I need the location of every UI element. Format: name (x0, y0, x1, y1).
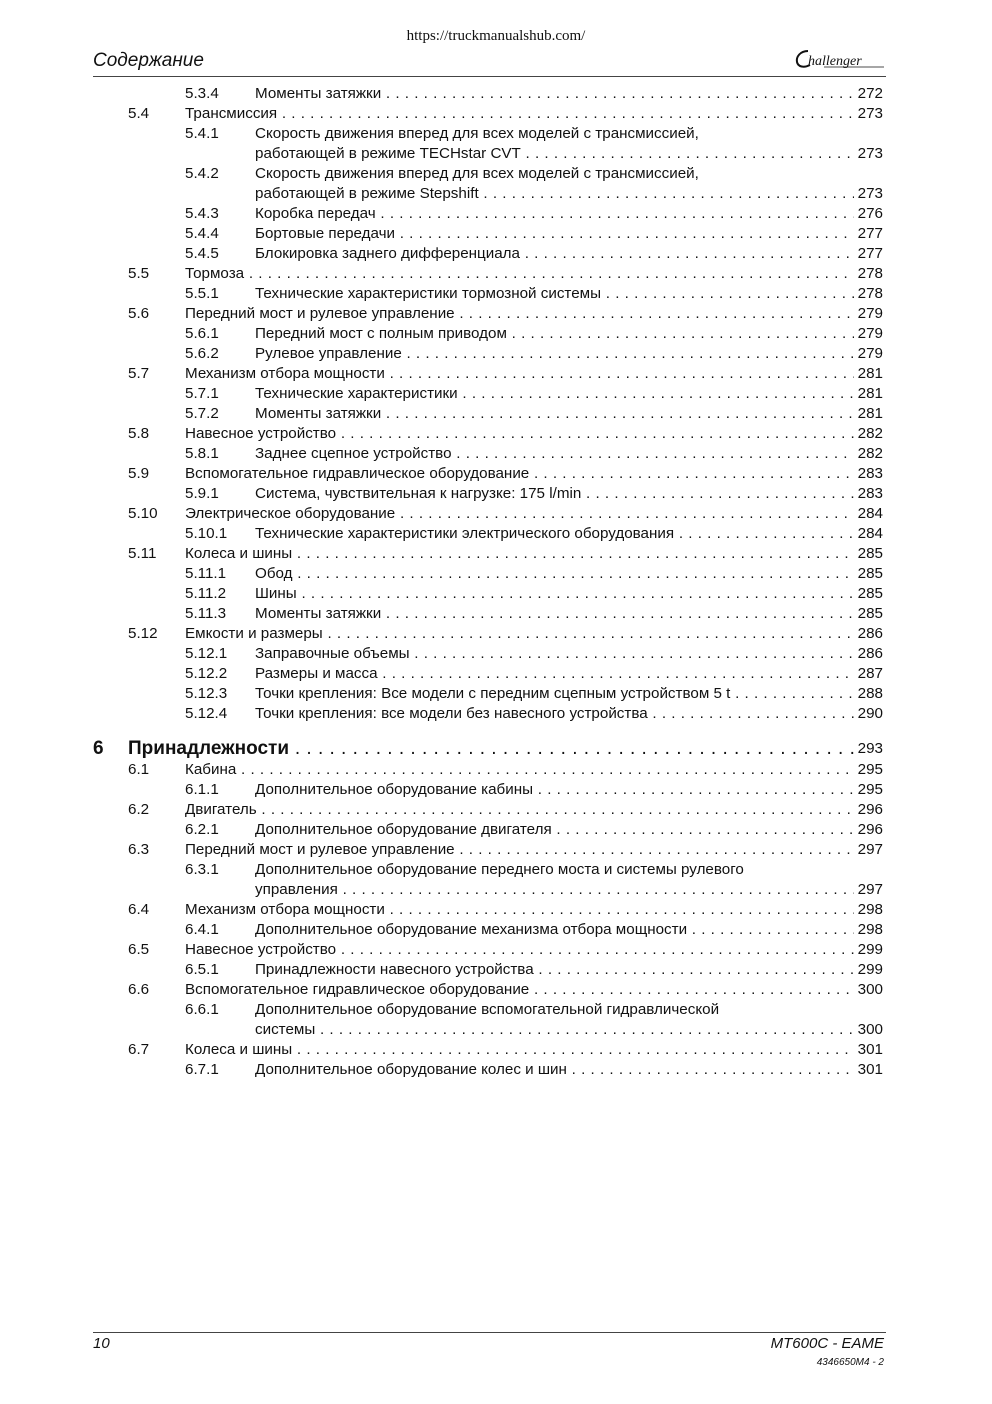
toc-entry-number: 5.4.1 (185, 125, 219, 142)
toc-entry[interactable] (93, 584, 883, 604)
toc-entry-title: Колеса и шины . . . (185, 1041, 883, 1058)
toc-entry-number: 5.12.1 (185, 645, 228, 662)
toc-entry-title: Рулевое управление . . . (255, 345, 883, 362)
toc-entry-page: 295 (854, 760, 883, 780)
toc-entry[interactable] (93, 738, 883, 760)
toc-entry-number: 5.8 (128, 425, 150, 442)
toc-entry-page: 277 (854, 224, 883, 244)
toc-entry[interactable] (93, 1000, 883, 1020)
toc-entry-page: 273 (854, 144, 883, 164)
toc-entry-number: 5.4.3 (185, 205, 219, 222)
toc-entry-title: работающей в режиме TECHstar CVT . . . (255, 145, 883, 162)
table-of-contents (93, 84, 883, 1080)
toc-entry-page: 279 (854, 304, 883, 324)
toc-entry-title: Шины . . . (255, 585, 883, 602)
toc-entry-page: 300 (854, 1020, 883, 1040)
toc-entry-title: Технические характеристики тормозной системы . . . (255, 285, 883, 302)
toc-entry-number: 5.5 (128, 265, 150, 282)
toc-entry-title: Передний мост и рулевое управление . . . (185, 305, 883, 322)
toc-entry-title: Моменты затяжки . . . (255, 85, 883, 102)
toc-entry[interactable] (93, 224, 883, 244)
toc-entry-number: 5.5.1 (185, 285, 219, 302)
toc-entry-title: Размеры и масса . . . (255, 665, 883, 682)
toc-entry[interactable] (93, 940, 883, 960)
header-rule (93, 76, 886, 77)
toc-entry[interactable] (93, 860, 883, 880)
toc-entry-title: работающей в режиме Stepshift . . . (255, 185, 883, 202)
page-number: 10 (93, 1335, 110, 1352)
toc-entry[interactable] (93, 84, 883, 104)
toc-entry[interactable] (93, 820, 883, 840)
toc-entry-title: Технические характеристики электрического оборудования . . . (255, 525, 883, 542)
section-title: Содержание (93, 50, 204, 71)
toc-entry-number: 6.2.1 (185, 821, 219, 838)
toc-entry-number: 5.6 (128, 305, 150, 322)
toc-entry[interactable] (93, 624, 883, 644)
toc-entry-title: Вспомогательное гидравлическое оборудование . . . (185, 465, 883, 482)
toc-entry-page: 293 (854, 738, 883, 760)
toc-entry[interactable] (93, 404, 883, 424)
toc-entry-title: Моменты затяжки . . . (255, 405, 883, 422)
toc-entry-number: 5.7.1 (185, 385, 219, 402)
toc-entry-page: 283 (854, 484, 883, 504)
toc-entry-title: Принадлежности навесного устройства . . . (255, 961, 883, 978)
toc-entry-page: 282 (854, 424, 883, 444)
toc-entry-page: 281 (854, 364, 883, 384)
toc-entry-number: 6.5.1 (185, 961, 219, 978)
toc-entry-number: 5.12.3 (185, 685, 228, 702)
toc-entry-number: 5.8.1 (185, 445, 219, 462)
toc-entry[interactable] (93, 1040, 883, 1060)
toc-entry[interactable] (93, 760, 883, 780)
toc-entry-number: 6.6 (128, 981, 150, 998)
toc-entry-page: 298 (854, 900, 883, 920)
toc-entry-number: 5.11.3 (185, 605, 227, 622)
toc-entry-page: 285 (854, 584, 883, 604)
toc-entry-number: 6.5 (128, 941, 150, 958)
toc-entry-number: 6.6.1 (185, 1001, 219, 1018)
toc-entry[interactable] (93, 304, 883, 324)
toc-entry-title: Механизм отбора мощности . . . (185, 365, 883, 382)
toc-entry[interactable] (93, 124, 883, 144)
toc-entry-number: 5.12 (128, 625, 158, 642)
toc-entry-number: 5.4.5 (185, 245, 219, 262)
toc-entry-title: Технические характеристики . . . (255, 385, 883, 402)
toc-entry-number: 5.3.4 (185, 85, 219, 102)
toc-entry-title: Кабина . . . (185, 761, 883, 778)
toc-entry-page: 279 (854, 344, 883, 364)
model-name: MT600C - EAME (770, 1335, 884, 1352)
toc-entry[interactable] (93, 284, 883, 304)
toc-entry-number: 5.6.1 (185, 325, 219, 342)
toc-entry-number: 5.12.2 (185, 665, 228, 682)
toc-entry-number: 5.11 (128, 545, 157, 562)
toc-entry[interactable] (93, 344, 883, 364)
toc-entry-page: 276 (854, 204, 883, 224)
toc-entry-page: 278 (854, 284, 883, 304)
toc-entry-page: 277 (854, 244, 883, 264)
toc-entry[interactable] (93, 244, 883, 264)
toc-entry-number: 5.4.2 (185, 165, 219, 182)
toc-entry-number: 5.11.1 (185, 565, 227, 582)
toc-entry[interactable] (93, 800, 883, 820)
toc-entry[interactable] (93, 444, 883, 464)
toc-entry-title: управления . . . (255, 881, 883, 898)
source-url[interactable]: https://truckmanualshub.com/ (406, 28, 586, 44)
toc-entry[interactable] (93, 780, 883, 800)
toc-entry[interactable] (93, 484, 883, 504)
toc-entry[interactable] (93, 104, 883, 124)
toc-entry-number: 5.9 (128, 465, 150, 482)
toc-entry-page: 281 (854, 384, 883, 404)
toc-entry-title: Коробка передач . . . (255, 205, 883, 222)
toc-entry-title: Трансмиссия . . . (185, 105, 883, 122)
toc-entry-number: 5.11.2 (185, 585, 227, 602)
toc-entry-title: Дополнительное оборудование колес и шин . . . (255, 1061, 883, 1078)
toc-entry-title: Дополнительное оборудование вспомогательной гидравлической (255, 1001, 723, 1018)
toc-entry-title: Передний мост и рулевое управление . . . (185, 841, 883, 858)
toc-entry-title: Навесное устройство . . . (185, 941, 883, 958)
toc-entry[interactable] (93, 664, 883, 684)
toc-entry-page: 285 (854, 564, 883, 584)
toc-entry-number: 5.9.1 (185, 485, 219, 502)
toc-entry-number: 5.7 (128, 365, 150, 382)
toc-entry-page: 290 (854, 704, 883, 724)
toc-entry-number: 5.4.4 (185, 225, 219, 242)
toc-entry-title: Точки крепления: все модели без навесного устройства . . . (255, 705, 883, 722)
toc-entry[interactable] (93, 644, 883, 664)
toc-entry[interactable] (93, 880, 883, 900)
toc-entry-number: 6.4 (128, 901, 150, 918)
toc-entry-title: Принадлежности . . . (128, 738, 883, 759)
toc-entry-page: 273 (854, 184, 883, 204)
toc-entry[interactable] (93, 184, 883, 204)
toc-entry[interactable] (93, 364, 883, 384)
toc-entry-page: 282 (854, 444, 883, 464)
toc-entry-number: 6.2 (128, 801, 150, 818)
toc-entry-title: Скорость движения вперед для всех моделей с трансмиссией, (255, 165, 703, 182)
toc-entry-title: Система, чувствительная к нагрузке: 175 l/min . . . (255, 485, 883, 502)
toc-entry-title: Точки крепления: Все модели с передним сцепным устройством 5 t . . . (255, 685, 883, 702)
toc-entry-page: 286 (854, 644, 883, 664)
toc-entry-title: системы . . . (255, 1021, 883, 1038)
toc-entry-page: 288 (854, 684, 883, 704)
toc-entry[interactable] (93, 564, 883, 584)
footer-rule (93, 1332, 886, 1333)
toc-entry[interactable] (93, 920, 883, 940)
toc-entry-number: 6.4.1 (185, 921, 219, 938)
toc-entry-title: Дополнительное оборудование переднего моста и системы рулевого (255, 861, 748, 878)
toc-entry-number: 6.1.1 (185, 781, 219, 798)
toc-entry[interactable] (93, 1060, 883, 1080)
toc-entry[interactable] (93, 524, 883, 544)
toc-entry-number: 6.7 (128, 1041, 150, 1058)
toc-entry-title: Колеса и шины . . . (185, 545, 883, 562)
toc-entry-page: 299 (854, 960, 883, 980)
toc-entry[interactable] (93, 980, 883, 1000)
toc-entry-page: 296 (854, 800, 883, 820)
toc-entry-page: 297 (854, 880, 883, 900)
toc-entry-number: 5.12.4 (185, 705, 228, 722)
toc-entry[interactable] (93, 464, 883, 484)
toc-entry[interactable] (93, 900, 883, 920)
toc-entry-page: 284 (854, 504, 883, 524)
toc-entry-page: 298 (854, 920, 883, 940)
toc-entry-number: 5.10.1 (185, 525, 228, 542)
toc-entry-page: 278 (854, 264, 883, 284)
toc-entry-page: 297 (854, 840, 883, 860)
toc-entry-number: 5.6.2 (185, 345, 219, 362)
toc-entry-title: Емкости и размеры . . . (185, 625, 883, 642)
toc-entry[interactable] (93, 144, 883, 164)
toc-entry-title: Вспомогательное гидравлическое оборудование . . . (185, 981, 883, 998)
challenger-logo (794, 47, 888, 73)
toc-entry-page: 279 (854, 324, 883, 344)
toc-entry[interactable] (93, 604, 883, 624)
toc-entry-number: 6 (93, 738, 104, 759)
toc-entry[interactable] (93, 324, 883, 344)
toc-entry-page: 300 (854, 980, 883, 1000)
toc-entry-number: 6.7.1 (185, 1061, 219, 1078)
toc-entry[interactable] (93, 384, 883, 404)
document-code: 4346650M4 - 2 (816, 1357, 884, 1368)
toc-entry-page: 273 (854, 104, 883, 124)
toc-entry-title: Механизм отбора мощности . . . (185, 901, 883, 918)
toc-entry-page: 283 (854, 464, 883, 484)
toc-entry[interactable] (93, 840, 883, 860)
toc-entry-page: 287 (854, 664, 883, 684)
toc-entry-title: Скорость движения вперед для всех моделей с трансмиссией, (255, 125, 703, 142)
toc-entry[interactable] (93, 704, 883, 724)
toc-entry-number: 6.3.1 (185, 861, 219, 878)
toc-entry-number: 5.4 (128, 105, 150, 122)
toc-entry[interactable] (93, 1020, 883, 1040)
toc-entry-title: Моменты затяжки . . . (255, 605, 883, 622)
toc-entry[interactable] (93, 544, 883, 564)
toc-entry-title: Тормоза . . . (185, 265, 883, 282)
toc-entry-number: 5.10 (128, 505, 158, 522)
toc-entry[interactable] (93, 424, 883, 444)
toc-entry-title: Электрическое оборудование . . . (185, 505, 883, 522)
toc-entry[interactable] (93, 684, 883, 704)
toc-entry-page: 301 (854, 1060, 883, 1080)
toc-entry-page: 285 (854, 544, 883, 564)
toc-entry-page: 296 (854, 820, 883, 840)
toc-entry-number: 6.1 (128, 761, 150, 778)
toc-entry-page: 295 (854, 780, 883, 800)
toc-entry-page: 286 (854, 624, 883, 644)
toc-entry-number: 5.7.2 (185, 405, 219, 422)
toc-entry-title: Навесное устройство . . . (185, 425, 883, 442)
toc-entry-title: Дополнительное оборудование двигателя . . . (255, 821, 883, 838)
toc-entry-page: 301 (854, 1040, 883, 1060)
toc-entry-title: Передний мост с полным приводом . . . (255, 325, 883, 342)
toc-entry[interactable] (93, 164, 883, 184)
toc-entry-page: 285 (854, 604, 883, 624)
toc-entry-title: Блокировка заднего дифференциала . . . (255, 245, 883, 262)
svg-text:hallenger: hallenger (808, 54, 862, 69)
toc-entry-page: 284 (854, 524, 883, 544)
toc-entry[interactable] (93, 960, 883, 980)
toc-entry[interactable] (93, 264, 883, 284)
toc-entry-page: 281 (854, 404, 883, 424)
toc-entry-title: Бортовые передачи . . . (255, 225, 883, 242)
toc-entry-number: 6.3 (128, 841, 150, 858)
toc-entry-title: Двигатель . . . (185, 801, 883, 818)
toc-entry[interactable] (93, 504, 883, 524)
toc-entry-title: Заднее сцепное устройство . . . (255, 445, 883, 462)
toc-entry-title: Заправочные объемы . . . (255, 645, 883, 662)
toc-entry[interactable] (93, 204, 883, 224)
toc-entry-page: 299 (854, 940, 883, 960)
toc-entry-title: Обод . . . (255, 565, 883, 582)
toc-entry-page: 272 (854, 84, 883, 104)
toc-entry-title: Дополнительное оборудование механизма отбора мощности . . . (255, 921, 883, 938)
toc-entry-title: Дополнительное оборудование кабины . . . (255, 781, 883, 798)
